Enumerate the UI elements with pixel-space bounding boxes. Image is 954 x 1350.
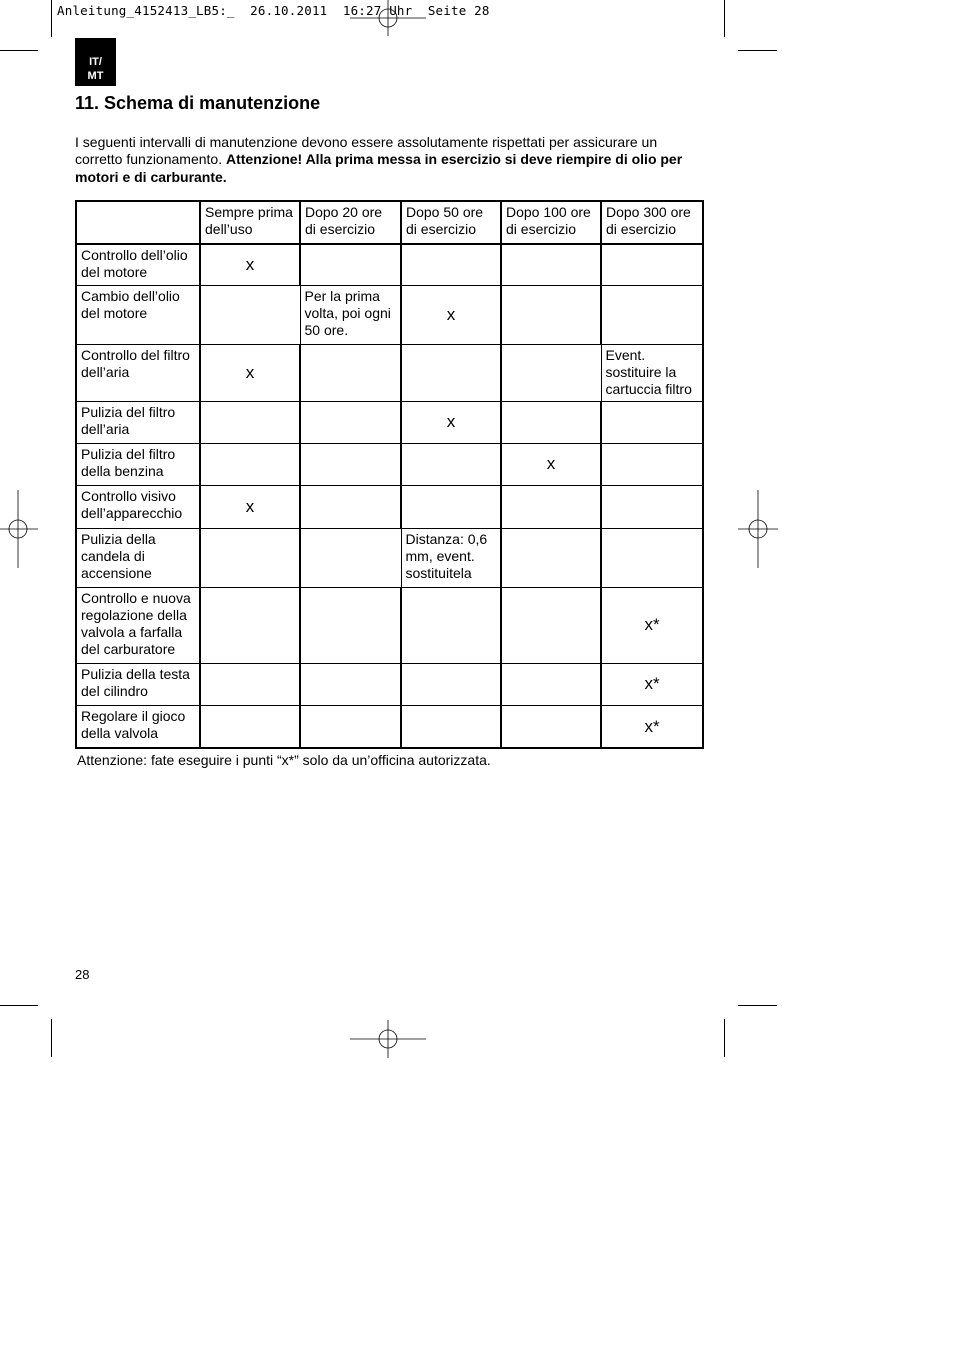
crop-mark bbox=[51, 1019, 52, 1057]
task-cell: Controllo dell’olio del motore bbox=[76, 244, 200, 285]
interval-cell bbox=[200, 401, 300, 443]
task-cell: Cambio dell’olio del motore bbox=[76, 285, 200, 344]
interval-cell: x bbox=[200, 344, 300, 401]
column-header-task bbox=[76, 201, 200, 244]
interval-cell bbox=[501, 528, 601, 587]
interval-cell bbox=[300, 485, 401, 528]
crop-mark bbox=[738, 50, 777, 51]
page-number: 28 bbox=[75, 967, 90, 982]
interval-cell bbox=[401, 705, 501, 748]
task-cell: Pulizia della testa del cilindro bbox=[76, 663, 200, 705]
interval-cell bbox=[601, 285, 703, 344]
intro-warning: Attenzione! Alla prima messa in esercizio si deve riempire di olio per motori e di carburante. bbox=[75, 151, 683, 185]
table-row bbox=[76, 443, 703, 485]
footnote: Attenzione: fate eseguire i punti “x*” solo da un’officina autorizzata. bbox=[77, 752, 491, 768]
interval-cell bbox=[300, 344, 401, 401]
interval-cell bbox=[300, 587, 401, 663]
column-header-20h: Dopo 20 ore di esercizio bbox=[300, 201, 401, 244]
language-badge bbox=[75, 38, 116, 86]
interval-cell bbox=[200, 587, 300, 663]
interval-cell bbox=[501, 244, 601, 285]
interval-cell bbox=[401, 244, 501, 285]
registration-mark-bottom-icon bbox=[348, 1020, 428, 1058]
maintenance-schedule-table bbox=[75, 200, 704, 749]
interval-cell bbox=[501, 285, 601, 344]
task-cell: Pulizia del filtro della benzina bbox=[76, 443, 200, 485]
intro-paragraph bbox=[75, 134, 695, 186]
interval-cell bbox=[401, 663, 501, 705]
registration-mark-left-icon bbox=[0, 490, 38, 568]
interval-cell bbox=[401, 344, 501, 401]
table-row bbox=[76, 244, 703, 285]
interval-cell bbox=[200, 443, 300, 485]
interval-cell bbox=[300, 705, 401, 748]
interval-cell bbox=[300, 401, 401, 443]
language-badge-line: IT/ bbox=[89, 56, 102, 68]
task-cell: Controllo visivo dell’apparecchio bbox=[76, 485, 200, 528]
table-row bbox=[76, 401, 703, 443]
interval-cell bbox=[300, 663, 401, 705]
table-row bbox=[76, 485, 703, 528]
task-cell: Pulizia del filtro dell’aria bbox=[76, 401, 200, 443]
interval-cell bbox=[601, 485, 703, 528]
interval-cell: x* bbox=[601, 587, 703, 663]
interval-cell bbox=[601, 528, 703, 587]
column-header-100h: Dopo 100 ore di esercizio bbox=[501, 201, 601, 244]
interval-cell bbox=[501, 587, 601, 663]
column-header-50h: Dopo 50 ore di esercizio bbox=[401, 201, 501, 244]
interval-cell bbox=[401, 443, 501, 485]
interval-cell bbox=[300, 244, 401, 285]
interval-cell bbox=[200, 663, 300, 705]
interval-cell: x bbox=[200, 485, 300, 528]
interval-cell bbox=[401, 587, 501, 663]
crop-mark bbox=[0, 1005, 38, 1006]
interval-cell bbox=[501, 344, 601, 401]
crop-mark bbox=[724, 1019, 725, 1057]
crop-mark bbox=[51, 0, 52, 37]
task-cell: Pulizia della candela di accensione bbox=[76, 528, 200, 587]
task-cell: Regolare il gioco della valvola bbox=[76, 705, 200, 748]
interval-cell bbox=[300, 528, 401, 587]
table-row bbox=[76, 528, 703, 587]
interval-cell bbox=[300, 443, 401, 485]
interval-cell bbox=[200, 528, 300, 587]
table-row bbox=[76, 705, 703, 748]
table-row bbox=[76, 285, 703, 344]
interval-cell bbox=[501, 401, 601, 443]
column-header-before-use: Sempre prima dell’uso bbox=[200, 201, 300, 244]
task-cell: Controllo del filtro dell’aria bbox=[76, 344, 200, 401]
table-row bbox=[76, 587, 703, 663]
interval-cell bbox=[601, 401, 703, 443]
interval-cell bbox=[501, 485, 601, 528]
table-header-row bbox=[76, 201, 703, 244]
interval-cell: x bbox=[501, 443, 601, 485]
interval-cell: x* bbox=[601, 705, 703, 748]
interval-cell bbox=[601, 443, 703, 485]
task-cell: Controllo e nuova regolazione della valvola a farfalla del carburatore bbox=[76, 587, 200, 663]
print-header: Anleitung_4152413_LB5:_ 26.10.2011 16:27 Uhr Seite 28 bbox=[57, 3, 490, 18]
crop-mark bbox=[0, 50, 38, 51]
interval-note-cell: Per la prima volta, poi ogni 50 ore. bbox=[300, 285, 401, 344]
interval-note-cell: Event. sostituire la cartuccia filtro bbox=[601, 344, 703, 401]
interval-cell bbox=[501, 663, 601, 705]
crop-mark bbox=[724, 0, 725, 37]
registration-mark-right-icon bbox=[738, 490, 778, 568]
column-header-300h: Dopo 300 ore di esercizio bbox=[601, 201, 703, 244]
interval-cell bbox=[601, 244, 703, 285]
interval-cell bbox=[200, 705, 300, 748]
section-title: 11. Schema di manutenzione bbox=[75, 93, 321, 113]
interval-cell: x bbox=[401, 285, 501, 344]
interval-note-cell: Distanza: 0,6 mm, event. sostituitela bbox=[401, 528, 501, 587]
interval-cell: x* bbox=[601, 663, 703, 705]
crop-mark bbox=[738, 1005, 777, 1006]
interval-cell: x bbox=[200, 244, 300, 285]
table-row bbox=[76, 663, 703, 705]
intro-text: I seguenti intervalli di manutenzione devono essere assolutamente rispettati per assicurare un corretto funzionamento. bbox=[75, 134, 658, 168]
interval-cell bbox=[501, 705, 601, 748]
interval-cell bbox=[200, 285, 300, 344]
table-row bbox=[76, 344, 703, 401]
interval-cell bbox=[401, 485, 501, 528]
language-badge-line: MT bbox=[87, 70, 104, 82]
interval-cell: x bbox=[401, 401, 501, 443]
registration-mark-top-icon bbox=[348, 0, 428, 36]
